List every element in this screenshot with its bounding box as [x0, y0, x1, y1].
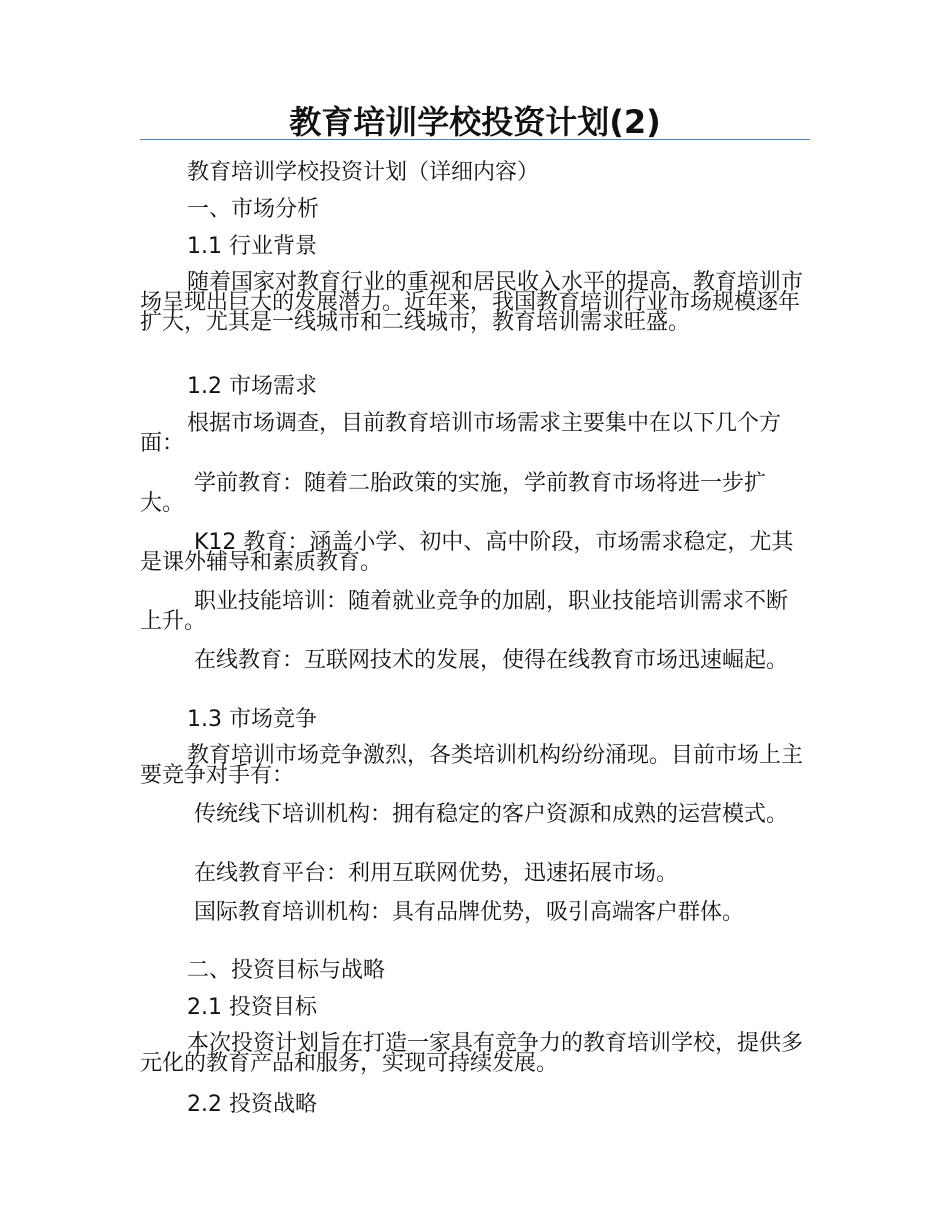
- section-1-3-heading: 1.3 市场竞争: [187, 707, 317, 732]
- document-subtitle: 教育培训学校投资计划（详细内容）: [187, 160, 540, 185]
- section-1-2-paragraph: 根据市场调查，目前教育培训市场需求主要集中在以下几个方面：: [140, 411, 782, 456]
- section-1-1-paragraph: 随着国家对教育行业的重视和居民收入水平的提高，教育培训市场呈现出巨大的发展潜力。近年来，我国教育培训行业市场规模逐年扩大，尤其是一线城市和二线城市，教育培训需求旺盛。: [140, 270, 804, 335]
- section-1-1-heading: 1.1 行业背景: [187, 234, 317, 259]
- list-item: 在线教育：互联网技术的发展，使得在线教育市场迅速崛起。: [194, 648, 789, 673]
- list-item: 在线教育平台：利用互联网优势，迅速拓展市场。: [194, 861, 679, 886]
- title-underline: [140, 139, 810, 140]
- list-item: 学前教育：随着二胎政策的实施，学前教育市场将进一步扩大。: [140, 471, 767, 516]
- section-2-1-paragraph: 本次投资计划旨在打造一家具有竞争力的教育培训学校，提供多元化的教育产品和服务，实现可持续发展。: [140, 1031, 804, 1076]
- section-2-heading: 二、投资目标与战略: [187, 958, 386, 983]
- list-item: 国际教育培训机构：具有品牌优势，吸引高端客户群体。: [194, 900, 745, 925]
- list-item: 传统线下培训机构：拥有稳定的客户资源和成熟的运营模式。: [194, 802, 789, 827]
- section-1-3-paragraph: 教育培训市场竞争激烈，各类培训机构纷纷涌现。目前市场上主要竞争对手有：: [140, 743, 804, 788]
- list-item: 职业技能培训：随着就业竞争的加剧，职业技能培训需求不断上升。: [140, 589, 789, 634]
- section-2-2-heading: 2.2 投资战略: [187, 1092, 317, 1117]
- section-1-heading: 一、市场分析: [187, 197, 320, 222]
- section-2-1-heading: 2.1 投资目标: [187, 995, 317, 1020]
- list-item: K12 教育：涵盖小学、初中、高中阶段，市场需求稳定，尤其是课外辅导和素质教育。: [140, 530, 794, 575]
- document-title: 教育培训学校投资计划(2): [289, 103, 661, 141]
- section-1-2-heading: 1.2 市场需求: [187, 374, 317, 399]
